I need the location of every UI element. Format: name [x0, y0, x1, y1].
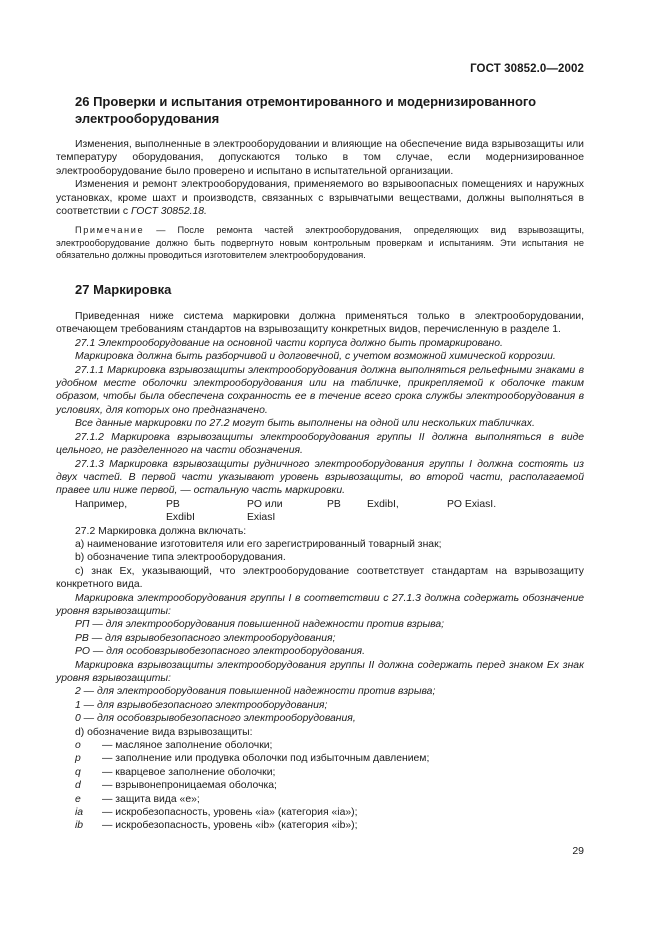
- protection-type-text: — заполнение или продувка оболочки под избыточным давлением;: [102, 753, 430, 765]
- item-a: a) наименование изготовителя или его зарегистрированный товарный знак;: [75, 538, 442, 550]
- protection-type-code: d: [75, 780, 81, 792]
- protection-type-row: [56, 739, 584, 752]
- protection-type-code: q: [75, 766, 81, 778]
- page-number: 29: [572, 845, 584, 857]
- clause-27-1: 27.1 Электрооборудование на основной части корпуса должно быть промаркировано.: [75, 337, 503, 349]
- example-marking-1b: ExdibI: [166, 512, 195, 524]
- group-2-marking: Маркировка взрывозащиты электрооборудования группы II должна содержать перед знаком Ex знак уровня взрывозащиты:: [56, 659, 584, 685]
- example-marking-4a: ExdibI,: [367, 498, 399, 510]
- section-26-paragraph-1: Изменения, выполненные в электрооборудовании и влияющие на обеспечение вида взрывозащиты или температуру оборудования, допускаются только в том случае, если модернизированное электрооборудование было проверено и испытано в испытательной организации.: [56, 139, 584, 177]
- protection-type-row: [56, 819, 584, 832]
- example-row-1: [56, 498, 584, 511]
- protection-type-code: p: [75, 753, 81, 765]
- protection-type-text: — защита вида «е»;: [102, 793, 200, 805]
- clause-27-1-2: 27.1.2 Маркировка взрывозащиты электрооборудования группы II должна выполняться в виде цельного, не разделенного на части обозначения.: [56, 431, 584, 457]
- level-2: 2 — для электрооборудования повышенной надежности против взрыва;: [75, 686, 436, 698]
- clause-27-2: 27.2 Маркировка должна включать:: [75, 525, 247, 537]
- note-text: — После ремонта частей электрооборудования, определяющих вид взрывозащиты, электрооборудование должно быть подвергнуто новым контрольным проверкам и испытаниям. Эти испытания не обязательно должны проводиться изготовителем электрооборудования.: [56, 225, 584, 260]
- protection-type-row: [56, 766, 584, 779]
- section-26-heading: [56, 93, 584, 127]
- section-26-paragraph-2: [56, 178, 584, 218]
- example-marking-1a: PB: [166, 498, 180, 510]
- section-27-heading: 27 Маркировка: [75, 282, 172, 298]
- gost-reference: ГОСТ 30852.18.: [130, 206, 207, 218]
- level-rv: PB — для взрывобезопасного электрооборудования;: [75, 632, 336, 644]
- example-marking-2b: ExiasI: [247, 512, 276, 524]
- protection-type-code: ia: [75, 807, 84, 819]
- clause-27-1-1-plates: Все данные маркировки по 27.2 могут быть выполнены на одной или нескольких табличках.: [75, 418, 535, 430]
- protection-type-code: e: [75, 793, 81, 805]
- note: [56, 224, 584, 261]
- protection-type-row: [56, 793, 584, 806]
- example-label: Например,: [75, 498, 128, 510]
- protection-type-text: — масляное заполнение оболочки;: [102, 740, 273, 752]
- example-marking-5a: PO ExiasI.: [447, 498, 497, 510]
- section-26-paragraph-2-text: Изменения и ремонт электрооборудования, применяемого во взрывоопасных помещениях и наружных установках, кроме шахт и производств, связанных с взрывчатыми веществами, должны выполняться в соответствии с: [56, 179, 584, 218]
- clause-27-1-3: 27.1.3 Маркировка взрывозащиты рудничного электрооборудования группы I должна состоять из двух частей. В первой части указывают уровень взрывозащиты, во второй части, располагаемой правее или ниже первой, — остальную часть маркировки.: [56, 458, 584, 497]
- example-row-2: [56, 511, 584, 524]
- protection-type-text: — искробезопасность, уровень «ib» (категория «ib»);: [102, 820, 358, 832]
- item-d: d) обозначение вида взрывозащиты:: [75, 726, 253, 738]
- protection-type-text: — искробезопасность, уровень «ia» (категория «ia»);: [102, 807, 358, 819]
- group-1-marking: Маркировка электрооборудования группы I в соответствии с 27.1.3 должна содержать обозначение уровня взрывозащиты:: [56, 592, 584, 617]
- level-0: 0 — для особовзрывобезопасного электрооборудования,: [75, 713, 356, 725]
- level-rp: РП — для электрооборудования повышенной надежности против взрыва;: [75, 619, 445, 631]
- level-1: 1 — для взрывобезопасного электрооборудования;: [75, 699, 328, 711]
- protection-type-text: — кварцевое заполнение оболочки;: [102, 766, 276, 778]
- protection-type-row: [56, 779, 584, 792]
- item-b: b) обозначение типа электрооборудования.: [75, 552, 286, 564]
- protection-type-code: ib: [75, 820, 84, 832]
- example-marking-3a: PB: [327, 498, 341, 510]
- clause-27-1-marking: Маркировка должна быть разборчивой и долговечной, с учетом возможной химической коррозии.: [75, 351, 556, 363]
- protection-type-row: [56, 752, 584, 765]
- example-marking-2a: PO или: [247, 498, 283, 510]
- note-label: Примечание: [75, 225, 145, 236]
- section-26-title-line2: электрооборудования: [75, 111, 220, 126]
- item-c: c) знак Ex, указывающий, что электрооборудование соответствует стандартам на взрывозащиту конкретного вида.: [56, 565, 584, 591]
- protection-type-row: [56, 806, 584, 819]
- standard-code: ГОСТ 30852.0—2002: [470, 63, 584, 75]
- protection-type-code: o: [75, 740, 81, 752]
- section-26-title-line1: 26 Проверки и испытания отремонтированного и модернизированного: [75, 94, 537, 109]
- clause-27-1-1: 27.1.1 Маркировка взрывозащиты электрооборудования должна выполняться рельефными знаками в удобном месте оболочки электрооборудования или на табличке, прикрепляемой к оболочке таким образом, чтобы была обеспечена сохранность ее в течение всего срока службы электрооборудования в условиях, для которых оно предназначено.: [56, 364, 584, 416]
- level-ro: PO — для особовзрывобезопасного электрооборудования.: [75, 646, 365, 658]
- page-content: [56, 93, 584, 833]
- section-27-intro: Приведенная ниже система маркировки должна применяться только в электрооборудовании, отвечающем требованиям стандартов на взрывозащиту конкретных видов, перечисленную в разделе 1.: [56, 311, 584, 336]
- protection-type-text: — взрывонепроницаемая оболочка;: [102, 780, 277, 792]
